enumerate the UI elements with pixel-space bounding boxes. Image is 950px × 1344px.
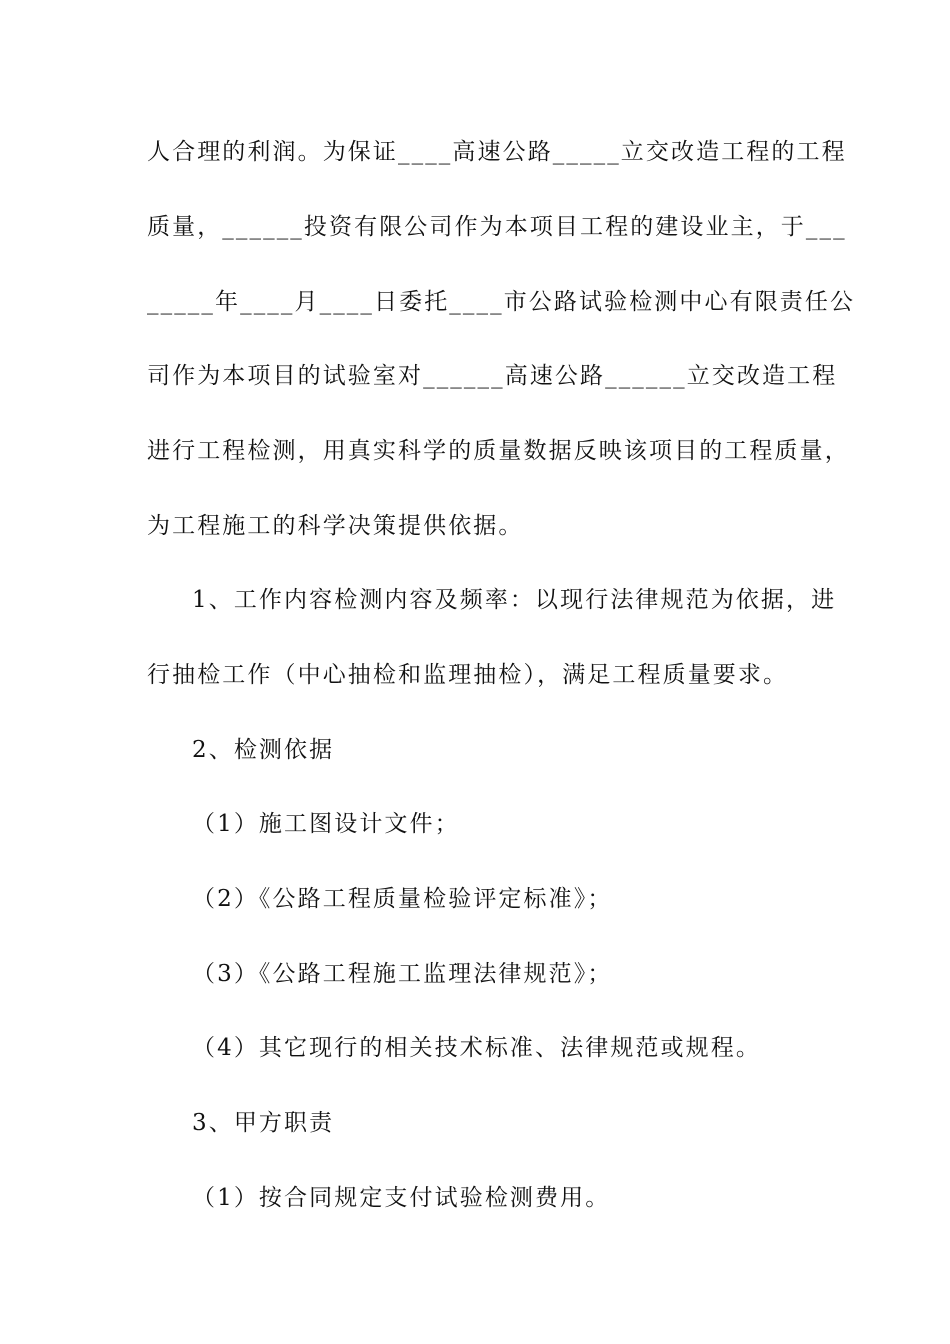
list-item-3: （3）《公路工程施工监理法律规范》； [192,961,613,987]
list-item-1: （1）施工图设计文件； [192,811,460,837]
section-1-line-1: 1、工作内容检测内容及频率：以现行法律规范为依据，进 [192,587,837,613]
paragraph-line-2: 质量，______投资有限公司作为本项目工程的建设业主，于___ [147,214,847,240]
section-2-heading: 2、检测依据 [192,737,335,763]
paragraph-line-6: 为工程施工的科学决策提供依据。 [147,513,524,539]
paragraph-line-1: 人合理的利润。为保证____高速公路_____立交改造工程的工程 [147,139,847,165]
list-item-4: （4）其它现行的相关技术标准、法律规范或规程。 [192,1035,761,1061]
section-3-item-1: （1）按合同规定支付试验检测费用。 [192,1185,611,1211]
section-1-line-2: 行抽检工作（中心抽检和监理抽检），满足工程质量要求。 [147,662,789,688]
paragraph-line-3: _____年____月____日委托____市公路试验检测中心有限责任公 [147,289,856,315]
section-3-heading: 3、甲方职责 [192,1110,335,1136]
paragraph-line-4: 司作为本项目的试验室对______高速公路______立交改造工程 [147,363,838,389]
list-item-2: （2）《公路工程质量检验评定标准》； [192,886,613,912]
paragraph-line-5: 进行工程检测，用真实科学的质量数据反映该项目的工程质量， [147,438,850,464]
